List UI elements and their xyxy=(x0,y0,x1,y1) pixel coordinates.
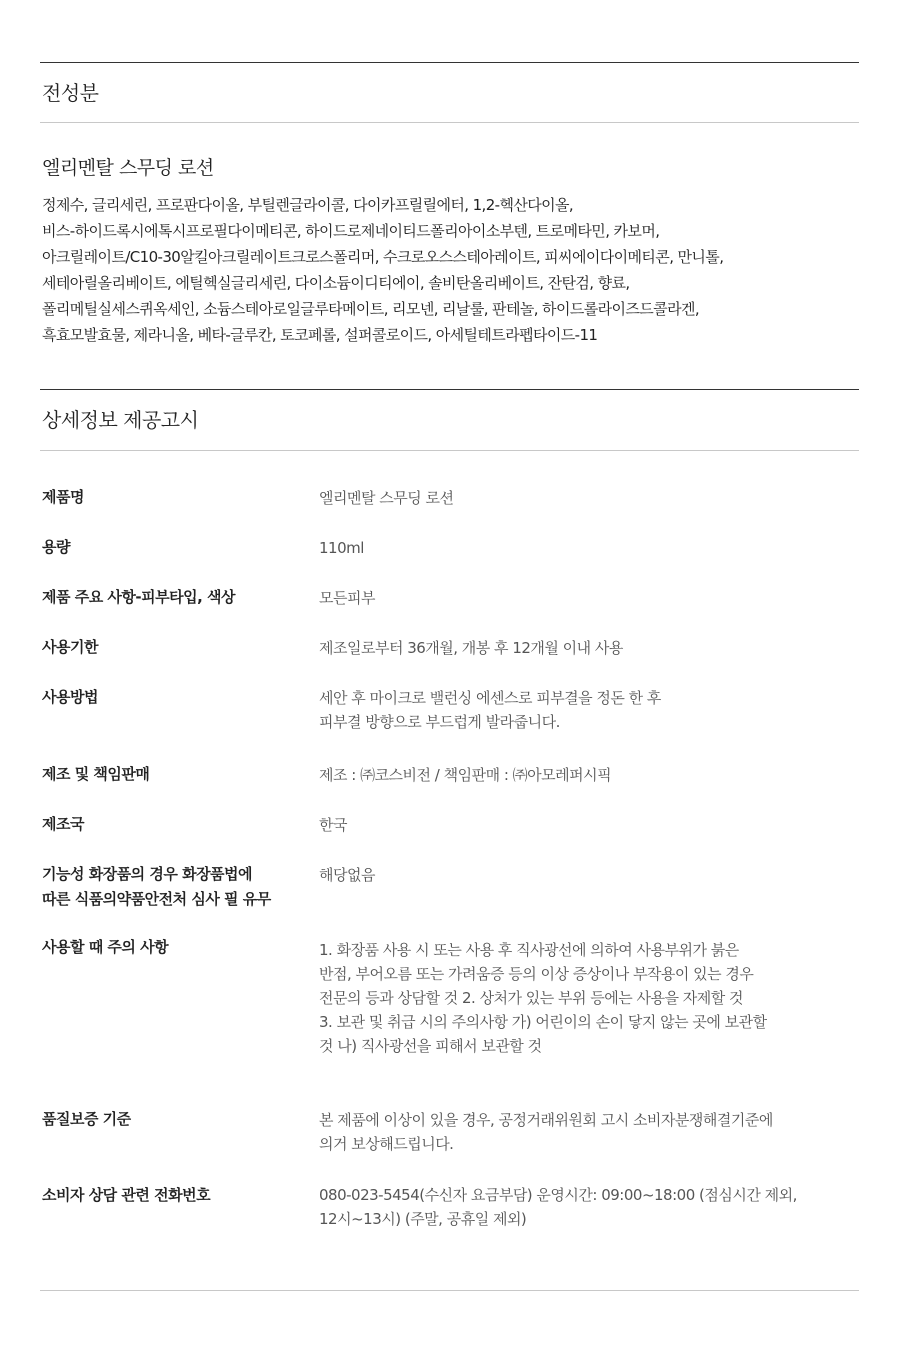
row-label-precautions xyxy=(42,935,307,960)
row-label-consumer-phone xyxy=(42,1183,307,1208)
row-value-skin-type xyxy=(319,586,864,610)
ingredients-line: 아크릴레이트/C10-30알킬아크릴레이트크로스폴리머, 수크로오스스테아레이트, 피씨에이다이메티콘, 만니톨, xyxy=(42,248,724,266)
row-value-country xyxy=(319,813,864,837)
value-line: 의거 보상해드립니다. xyxy=(319,1135,454,1153)
value-line: 110ml xyxy=(319,539,364,557)
label-line: 제품 주요 사항-피부타입, 색상 xyxy=(42,588,235,606)
value-line: 피부결 방향으로 부드럽게 발라줍니다. xyxy=(319,713,560,731)
label-line: 용량 xyxy=(42,538,70,556)
label-line: 제품명 xyxy=(42,488,84,506)
label-line: 제조 및 책임판매 xyxy=(42,765,150,783)
label-line: 기능성 화장품의 경우 화장품법에 xyxy=(42,865,253,883)
value-line: 080-023-5454(수신자 요금부담) 운영시간: 09:00~18:00 (점심시간 제외, xyxy=(319,1186,797,1204)
label-line: 따른 식품의약품안전처 심사 필 유무 xyxy=(42,890,271,908)
label-line: 소비자 상담 관련 전화번호 xyxy=(42,1186,211,1204)
row-value-functional-review xyxy=(319,863,864,887)
row-label-usage xyxy=(42,685,307,710)
row-label-skin-type xyxy=(42,585,307,610)
value-line: 본 제품에 이상이 있을 경우, 공정거래위원회 고시 소비자분쟁해결기준에 xyxy=(319,1111,773,1129)
ingredients-title-rule xyxy=(40,122,859,123)
label-line: 품질보증 기준 xyxy=(42,1110,131,1128)
row-label-country xyxy=(42,812,307,837)
label-line: 사용기한 xyxy=(42,638,98,656)
details-bottom-rule xyxy=(40,1290,859,1291)
details-top-rule xyxy=(40,389,859,390)
row-value-expiry xyxy=(319,636,864,660)
ingredients-line: 정제수, 글리세린, 프로판다이올, 부틸렌글라이콜, 다이카프릴릴에터, 1,2-헥산다이올, xyxy=(42,196,574,214)
value-line: 한국 xyxy=(319,816,347,834)
row-label-expiry xyxy=(42,635,307,660)
ingredients-top-rule xyxy=(40,62,859,63)
row-label-manufacturer xyxy=(42,762,307,787)
value-line: 것 나) 직사광선을 피해서 보관할 것 xyxy=(319,1037,542,1055)
details-title-rule xyxy=(40,450,859,451)
row-label-quality-guarantee xyxy=(42,1107,307,1132)
ingredients-line: 폴리메틸실세스퀴옥세인, 소듐스테아로일글루타메이트, 리모넨, 리날룰, 판테놀, 하이드롤라이즈드콜라겐, xyxy=(42,300,700,318)
ingredients-product-name: 엘리멘탈 스무딩 로션 xyxy=(42,157,214,179)
label-line: 사용방법 xyxy=(42,688,98,706)
value-line: 제조일로부터 36개월, 개봉 후 12개월 이내 사용 xyxy=(319,639,623,657)
row-label-product-name xyxy=(42,485,307,510)
details-section-title: 상세정보 제공고시 xyxy=(42,408,199,432)
value-line: 1. 화장품 사용 시 또는 사용 후 직사광선에 의하여 사용부위가 붉은 xyxy=(319,941,739,959)
row-label-volume xyxy=(42,535,307,560)
row-value-usage xyxy=(319,686,864,734)
ingredients-section-title: 전성분 xyxy=(42,81,99,105)
value-line: 전문의 등과 상담할 것 2. 상처가 있는 부위 등에는 사용을 자제할 것 xyxy=(319,989,744,1007)
value-line: 엘리멘탈 스무딩 로션 xyxy=(319,489,454,507)
value-line: 모든피부 xyxy=(319,589,375,607)
row-value-consumer-phone xyxy=(319,1183,864,1231)
ingredients-list xyxy=(42,192,862,348)
label-line: 제조국 xyxy=(42,815,84,833)
ingredients-line: 비스-하이드록시에톡시프로필다이메티콘, 하이드로제네이티드폴리아이소부텐, 트로메타민, 카보머, xyxy=(42,222,660,240)
row-value-product-name xyxy=(319,486,864,510)
value-line: 제조 : ㈜코스비전 / 책임판매 : ㈜아모레퍼시픽 xyxy=(319,766,612,784)
label-line: 사용할 때 주의 사항 xyxy=(42,938,169,956)
row-value-manufacturer xyxy=(319,763,864,787)
value-line: 12시~13시) (주말, 공휴일 제외) xyxy=(319,1210,527,1228)
row-value-quality-guarantee xyxy=(319,1108,864,1156)
row-value-precautions xyxy=(319,938,864,1058)
row-label-functional-review xyxy=(42,862,307,912)
value-line: 세안 후 마이크로 밸런싱 에센스로 피부결을 정돈 한 후 xyxy=(319,689,661,707)
value-line: 3. 보관 및 취급 시의 주의사항 가) 어린이의 손이 닿지 않는 곳에 보관할 xyxy=(319,1013,767,1031)
value-line: 해당없음 xyxy=(319,866,375,884)
value-line: 반점, 부어오름 또는 가려움증 등의 이상 증상이나 부작용이 있는 경우 xyxy=(319,965,754,983)
row-value-volume xyxy=(319,536,864,560)
ingredients-line: 흑효모발효물, 제라니올, 베타-글루칸, 토코페롤, 설퍼콜로이드, 아세틸테트라펩타이드-11 xyxy=(42,326,598,344)
ingredients-line: 세테아릴올리베이트, 에틸헥실글리세린, 다이소듐이디티에이, 솔비탄올리베이트, 잔탄검, 향료, xyxy=(42,274,630,292)
